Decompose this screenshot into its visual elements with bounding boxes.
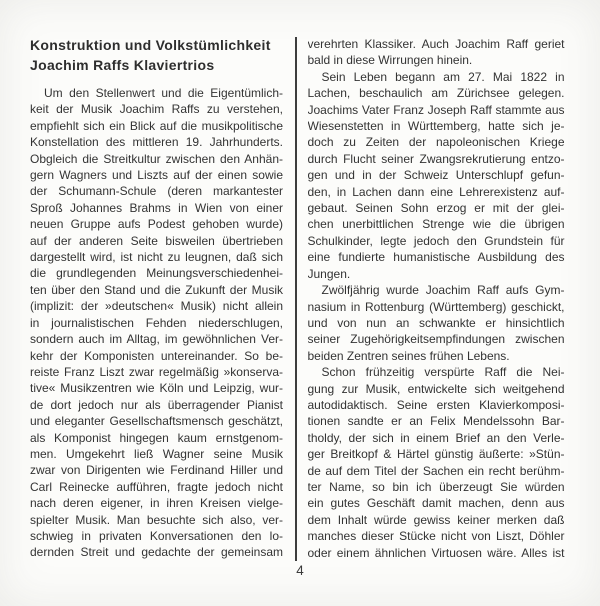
- text-line: tholdy, der sich in einem Brief an den Verle-: [307, 430, 565, 445]
- text-line: dernden Streit und gedachte der gemeinsam: [30, 545, 283, 560]
- paragraph: [30, 85, 283, 561]
- text-line: der Schumann-Schule (deren markantester: [30, 184, 283, 199]
- column-divider-rule: [295, 37, 297, 561]
- text-line: bald in diese Wirrungen hinein.: [307, 53, 473, 68]
- text-line: gebaut. Seinen Sohn erzog er mit der glei-: [307, 201, 565, 216]
- text-line: Schulkinder, legte jedoch den Grundstein für: [307, 233, 565, 248]
- text-line: beiden Zentren seines frühen Lebens.: [307, 348, 510, 363]
- text-line: Zwölfjährig wurde Joachim Raff aufs Gym-: [321, 283, 565, 298]
- text-line: eine fundierte humanistische Ausbildung des: [307, 250, 565, 265]
- text-line: und eleganter Gesellschaftsmensch geschätzt,: [30, 414, 283, 429]
- text-line: oder einem ähnlichen Virtuosen wäre. Alles ist: [307, 545, 565, 560]
- left-column: [30, 36, 283, 561]
- text-line: zwar von Dirigenten wie Ferdinand Hiller und: [30, 463, 283, 478]
- paragraph: [308, 36, 565, 69]
- text-line: dargestellt wird, ist nicht zu leugnen, daß sich: [30, 250, 283, 265]
- text-line: schwieg in privaten Konversationen den lo-: [30, 528, 283, 543]
- right-column: [308, 36, 565, 561]
- text-line: autodidaktisch. Seine ersten Klavierkomposi-: [307, 397, 565, 412]
- text-line: sondern auch im Alltag, im gewöhnlichen Ver-: [30, 332, 283, 347]
- text-line: als Komponist hingegen kaum ernstgenom-: [30, 430, 283, 445]
- paragraph: [308, 282, 565, 364]
- text-line: Wiesenstetten in Württemberg, hatte sich je-: [307, 119, 565, 134]
- text-line: gern Wagners und Liszts auf der einen sowie: [30, 168, 283, 183]
- left-column-text: [30, 85, 283, 561]
- text-line: Lachen, beschaulich am Zürichsee gelegen.: [307, 86, 565, 101]
- article-title: [30, 36, 283, 75]
- text-line: gung zur Musik, entwickelte sich weitgehend: [307, 381, 565, 396]
- text-line: Jungen.: [307, 266, 351, 281]
- text-line: nasium in Rottenburg (Württemberg) geschickt,: [307, 299, 565, 314]
- text-line: Carl Reinecke aufführen, fragte jedoch nicht: [30, 479, 283, 494]
- text-line: seiner Zugehörigkeitsempfindungen zwischen: [307, 332, 565, 347]
- text-line: neuen Gruppe aufs Podest gehoben wurde): [30, 217, 283, 232]
- text-line: ein gutes Geschäft damit machen, denn aus: [307, 496, 565, 511]
- text-line: doch zu Zeiten der napoleonischen Kriege: [307, 135, 565, 150]
- right-column-text: [308, 36, 565, 561]
- text-line: spielter Musik. Man besuchte sich also, ver-: [30, 512, 283, 527]
- text-line: ter Name, so bin ich überzeugt Sie würden: [307, 479, 565, 494]
- text-line: reiste Franz Liszt zwar regelmäßig »konserva-: [30, 364, 283, 379]
- text-line: manches dieser Stücke nicht von Liszt, Döhler: [307, 529, 565, 544]
- text-line: empfiehlt sich ein Blick auf die musikpolitische: [30, 118, 283, 133]
- text-line: de auf dem Titel der Sachen ein recht berühm-: [307, 463, 565, 478]
- text-line: durch Flucht seiner Zwangsrekrutierung entzo-: [307, 151, 565, 166]
- text-line: Obgleich die Streitkultur zwischen den Anhän-: [30, 151, 283, 166]
- text-line: Sein Leben begann am 27. Mai 1822 in: [321, 69, 565, 84]
- text-line: gen und in der Schweiz Unterschlupf gefun-: [307, 168, 565, 183]
- text-line: verehrten Klassiker. Auch Joachim Raff geriet: [307, 37, 565, 51]
- text-line: kehr der Komponisten untereinander. So be-: [30, 348, 283, 363]
- text-line: die grundlegenden Meinungsverschiedenhei-: [30, 266, 283, 281]
- text-line: dem Inhalt würde gewiss keiner merken daß: [307, 512, 565, 527]
- text-line: Schon frühzeitig verspürte Raff die Nei-: [321, 365, 565, 380]
- text-line: ten über den Stand und die Zukunft der Musik: [30, 282, 283, 297]
- text-line: auf der anderen Seite bisweilen übertrieben: [30, 233, 283, 248]
- text-line: chen unerbittlichen Strenge wie die übrigen: [307, 217, 565, 232]
- text-line: den, in Lachen dann eine Lehrerexistenz auf-: [307, 184, 565, 199]
- article-title-line-2: Joachim Raffs Klaviertrios: [30, 56, 215, 73]
- paragraph: [308, 364, 565, 561]
- text-line: men. Umgekehrt ließ Wagner seine Musik: [30, 446, 283, 461]
- text-line: Um den Stellenwert und die Eigentümlich-: [44, 86, 283, 100]
- text-line: nach deren eigener, in ihren Kreisen vielge-: [30, 496, 283, 511]
- text-line: Konstellation des mittleren 19. Jahrhunderts.: [30, 135, 283, 150]
- text-line: und von nun an schwankte er hinsichtlich: [307, 315, 565, 330]
- text-line: in journalistischen Fehden niederschlugen,: [30, 315, 283, 330]
- text-line: (implizit: der »deutschen« Musik) nicht allein: [30, 299, 283, 314]
- text-line: Joachims Vater Franz Joseph Raff stammte aus: [307, 102, 565, 117]
- text-line: keit der Musik Joachim Raffs zu verstehen,: [30, 102, 283, 117]
- article-title-line-1: Konstruktion und Volkstümlichkeit: [30, 37, 271, 53]
- text-line: Sproß Johannes Brahms in Wien von einer: [30, 200, 283, 215]
- text-line: de dort jedoch nur als überragender Pianist: [30, 397, 283, 412]
- text-line: ger Breitkopf & Härtel günstig äußerte: »Stün-: [307, 447, 565, 462]
- paragraph: [308, 69, 565, 282]
- page-number: 4: [296, 563, 304, 578]
- text-line: tionen sandte er an Felix Mendelssohn Bar-: [307, 414, 565, 429]
- text-line: tive« Musikzentren wie Köln und Leipzig, wur-: [30, 381, 283, 396]
